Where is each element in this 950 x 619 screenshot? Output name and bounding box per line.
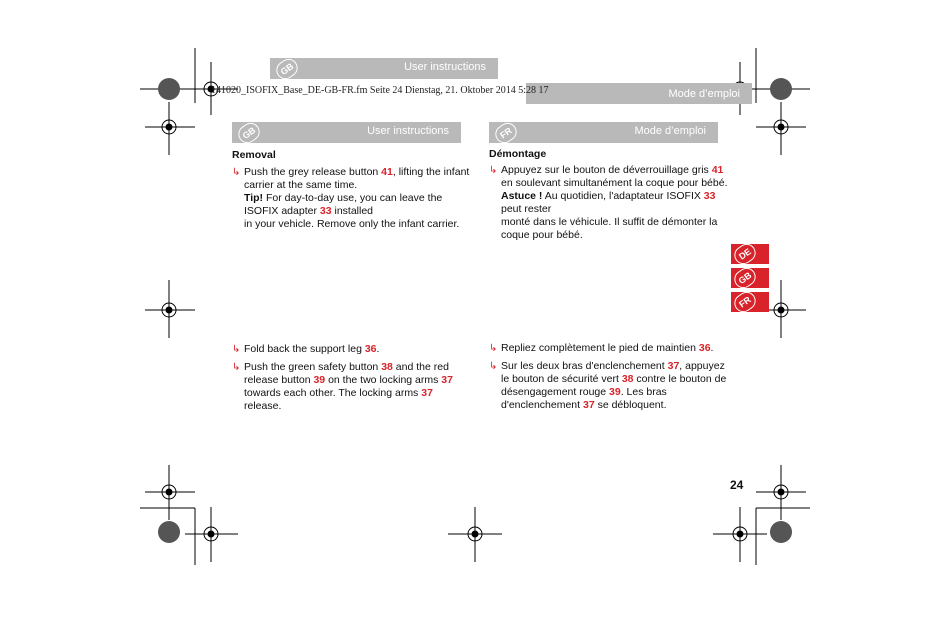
page-number: 24 — [730, 478, 744, 492]
de-tag: DE — [731, 240, 759, 267]
fr-tag: FR — [492, 119, 520, 146]
left-step-3: ↳ Push the green safety button 38 and the red release button 39 on the two locking arms 37 towards each other. The locking arms 37 release. — [232, 361, 453, 412]
left-header-bar — [232, 122, 461, 143]
right-heading: Démontage — [489, 148, 547, 160]
fr-tag: FR — [731, 288, 759, 315]
left-step-2: ↳ Fold back the support leg 36. — [232, 343, 380, 355]
left-step-1: ↳ Push the grey release button 41, lifting the infant carrier at the same time. Tip! For day-to-day use, you can leave the ISOFIX adapter 33 installed in your vehicle. Remove only the infant carrier. — [232, 166, 470, 230]
gb-tag: GB — [235, 119, 263, 146]
slug-line: 141020_ISOFIX_Base_DE-GB-FR.fm Seite 24 Dienstag, 21. Oktober 2014 5:28 17 — [211, 85, 549, 96]
arrow-icon: ↳ — [489, 165, 498, 176]
gb-tag: GB — [731, 264, 759, 291]
arrow-icon: ↳ — [232, 344, 241, 355]
arrow-icon: ↳ — [489, 361, 498, 372]
arrow-icon: ↳ — [232, 362, 241, 373]
top-bar-label-fr: Mode d’emploi — [668, 88, 740, 100]
arrow-icon: ↳ — [489, 343, 498, 354]
right-header-label: Mode d’emploi — [634, 125, 706, 137]
left-header-label: User instructions — [367, 125, 449, 137]
language-tab-gb — [731, 268, 769, 288]
top-bar-user-instructions — [270, 58, 498, 79]
right-header-bar — [489, 122, 718, 143]
right-step-3: ↳ Sur les deux bras d'enclenchement 37, appuyez le bouton de sécurité vert 38 contre le bouton de désengagement rouge 39. Les bras d'enclenchement 37 se débloquent. — [489, 360, 727, 411]
right-step-1: ↳ Appuyez sur le bouton de déverrouillage gris 41 en soulevant simultanément la coque pour bébé. Astuce ! Au quotidien, l'adaptateur ISOFIX 33 peut rester monté dans le véhicule. Il suffit de démonter la coque pour bébé. — [489, 164, 728, 241]
left-heading: Removal — [232, 149, 276, 161]
language-tab-de — [731, 244, 769, 264]
top-bar-label: User instructions — [404, 61, 486, 73]
language-tab-fr — [731, 292, 769, 312]
top-bar-mode-emploi — [526, 83, 752, 104]
right-step-2: ↳ Repliez complètement le pied de maintien 36. — [489, 342, 714, 354]
gb-tag: GB — [273, 55, 301, 82]
arrow-icon: ↳ — [232, 167, 241, 178]
